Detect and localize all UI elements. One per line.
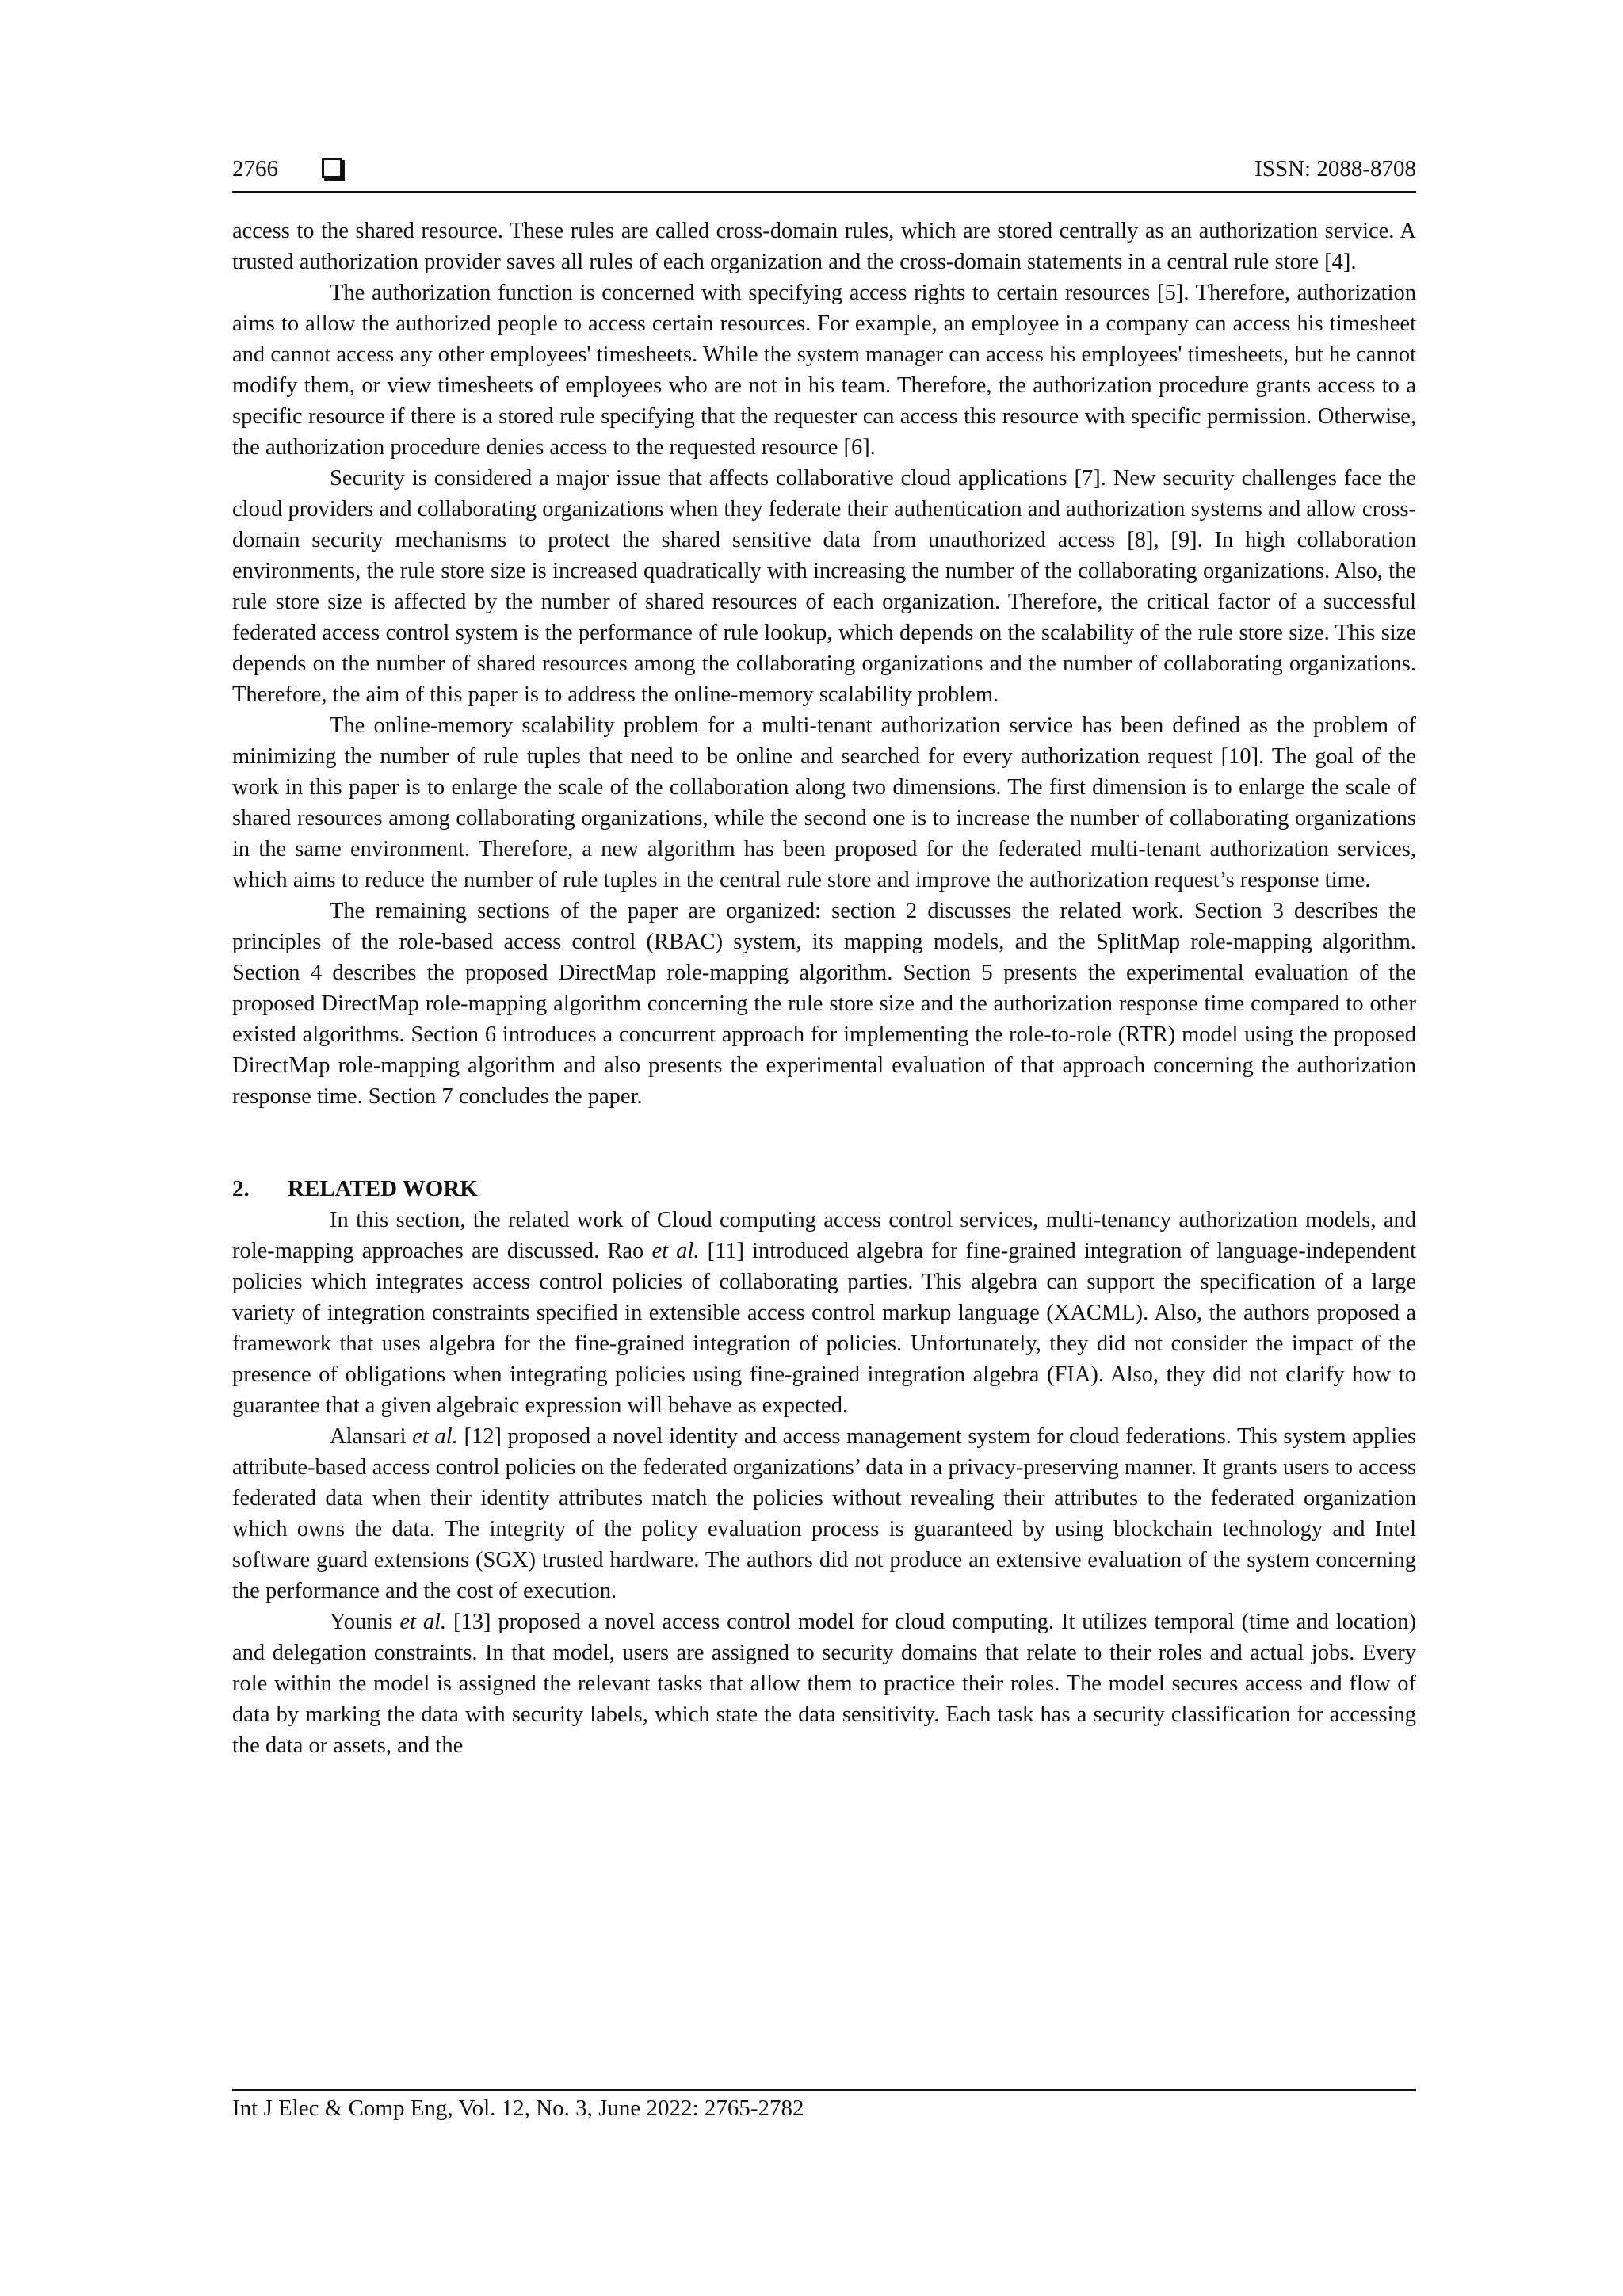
page-number: 2766 [232,156,278,181]
issn-label: ISSN: 2088-8708 [1254,156,1416,181]
header-divider [232,191,1416,193]
paragraph: The authorization function is concerned with specifying access rights to certain resources [5]. Therefore, authorization aims to allow the authorized people to access certain resources. For example, an employee in a company can access his timesheet and cannot access any other employees' timesheets. While the system manager can access his employees' timesheets, but he cannot modify them, or view timesheets of employees who are not in his team. Therefore, the authorization procedure grants access to a specific resource if there is a stored rule specifying that the requester can access this resource with specific permission. Otherwise, the authorization procedure denies access to the requested resource [6]. [232,281,1416,460]
journal-citation: Int J Elec & Comp Eng, Vol. 12, No. 3, June 2022: 2765-2782 [232,2095,804,2121]
section-heading [232,1174,1416,1205]
checkbox-square-icon [322,158,342,178]
section-number: 2. [232,1176,250,1201]
paragraph-text: [13] proposed a novel access control model for cloud computing. It utilizes temporal (time and location) and delegation constraints. In that model, users are assigned to security domains that relate to their roles and actual jobs. Every role within the model is assigned the relevant tasks that allow them to practice their roles. The model secures access and flow of data by marking the data with security labels, which state the data sensitivity. Each task has a security classification for accessing the data or assets, and the [232,1610,1416,1758]
paragraph: The remaining sections of the paper are organized: section 2 discusses the related work. Section 3 describes the principles of the role-based access control (RBAC) system, its mapping models, and the SplitMap role-mapping algorithm. Section 4 describes the proposed DirectMap role-mapping algorithm. Section 5 presents the experimental evaluation of the proposed DirectMap role-mapping algorithm concerning the rule store size and the authorization response time compared to other existed algorithms. Section 6 introduces a concurrent approach for implementing the role-to-role (RTR) model using the proposed DirectMap role-mapping algorithm and also presents the experimental evaluation of that approach concerning the authorization response time. Section 7 concludes the paper. [232,899,1416,1109]
paragraph-text: Younis [330,1610,400,1634]
paragraph [232,1421,1416,1606]
paragraph-text: [12] proposed a novel identity and access management system for cloud federations. This system applies attribute-based access control policies on the federated organizations’ data in a privacy-preserving manner. It grants users to access federated data when their identity attributes match the policies without revealing their attributes to the federated organization which owns the data. The integrity of the policy evaluation process is guaranteed by using blockchain technology and Intel software guard extensions (SGX) trusted hardware. The authors did not produce an extensive evaluation of the system concerning the performance and the cost of execution. [232,1424,1416,1603]
paragraph-text: In this section, the related work of Cloud computing access control services, multi-tenancy authorization models, and role-mapping approaches are discussed. Rao [232,1208,1416,1263]
paragraph-text: [11] introduced algebra for fine-grained integration of language-independent policies which integrates access control policies of collaborating parties. This algebra can support the specification of a large variety of integration constraints specified in extensible access control markup language (XACML). Also, the authors proposed a framework that uses algebra for the fine-grained integration of policies. Unfortunately, they did not consider the impact of the presence of obligations when integrating policies using fine-grained integration algebra (FIA). Also, they did not clarify how to guarantee that a given algebraic expression will behave as expected. [232,1239,1417,1418]
paragraph: The online-memory scalability problem for a multi-tenant authorization service has been defined as the problem of minimizing the number of rule tuples that need to be online and searched for every authorization request [10]. The goal of the work in this paper is to enlarge the scale of the collaboration along two dimensions. The first dimension is to enlarge the scale of shared resources among collaborating organizations, while the second one is to increase the number of collaborating organizations in the same environment. Therefore, a new algorithm has been proposed for the federated multi-tenant authorization services, which aims to reduce the number of rule tuples in the central rule store and improve the authorization request’s response time. [232,713,1416,892]
page-header [232,153,1416,194]
et-al-italic: et al. [399,1610,447,1634]
section-title: RELATED WORK [288,1176,478,1201]
et-al-italic: et al. [412,1424,458,1449]
article-body [232,216,1416,1761]
footer-divider [232,2089,1416,2091]
page-footer [232,2089,1416,2137]
paragraph: access to the shared resource. These rules are called cross-domain rules, which are stored centrally as an authorization service. A trusted authorization provider saves all rules of each organization and the cross-domain statements in a central rule store [4]. [232,219,1416,274]
paragraph [232,1606,1416,1761]
et-al-italic: et al. [651,1239,700,1263]
paragraph: Security is considered a major issue that affects collaborative cloud applications [7]. New security challenges face the cloud providers and collaborating organizations when they federate their authentication and authorization systems and allow cross-domain security mechanisms to protect the shared sensitive data from unauthorized access [8], [9]. In high collaboration environments, the rule store size is increased quadratically with increasing the number of the collaborating organizations. Also, the rule store size is affected by the number of shared resources of each organization. Therefore, the critical factor of a successful federated access control system is the performance of rule lookup, which depends on the scalability of the rule store size. This size depends on the number of shared resources among the collaborating organizations and the number of collaborating organizations. Therefore, the aim of this paper is to address the online-memory scalability problem. [232,466,1416,707]
paragraph-text: Alansari [330,1424,413,1449]
paragraph [232,1205,1416,1421]
